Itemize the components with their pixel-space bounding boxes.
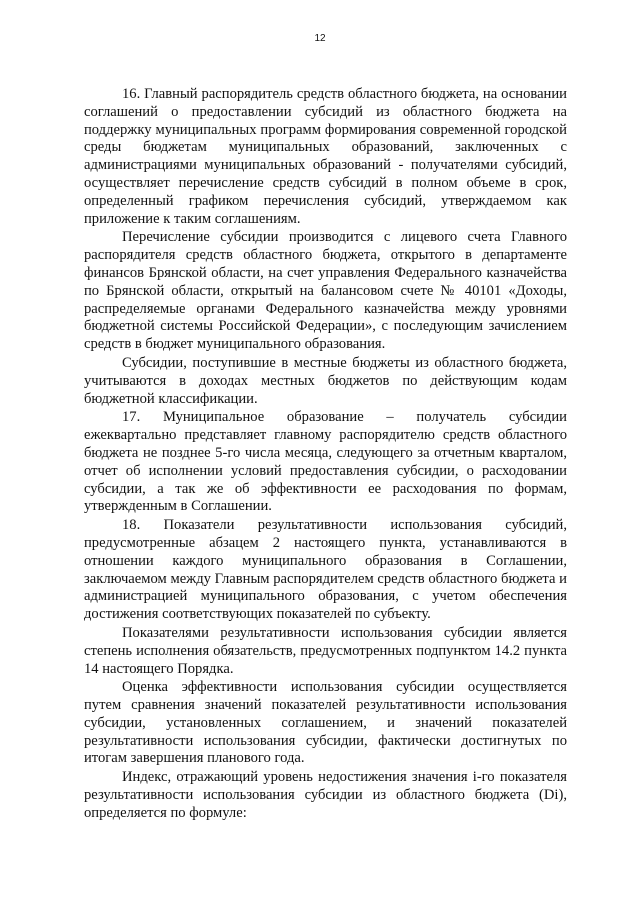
- paragraph-transfer: Перечисление субсидии производится с лицевого счета Главного распорядителя средств областного бюджета, открытого в департаменте финансов Брянской области, на счет управления Федерального казначейства по Брянской области, открытый на балансовом счете № 40101 «Доходы, распределяемые органами Федерального казначейства между уровнями бюджетной системы Российской Федерации», с последующим зачислением средств в бюджет муниципального образования.: [84, 229, 567, 353]
- paragraph-indicators: Показателями результативности использования субсидии является степень исполнения обязательств, предусмотренных подпунктом 14.2 пункта 14 настоящего Порядка.: [84, 624, 567, 677]
- paragraph-local-budgets: Субсидии, поступившие в местные бюджеты из областного бюджета, учитываются в доходах местных бюджетов по действующим кодам бюджетной классификации.: [84, 354, 567, 407]
- paragraph-index: Индекс, отражающий уровень недостижения значения i-го показателя результативности использования субсидии из областного бюджета (Di), определяется по формуле:: [84, 769, 567, 821]
- paragraph-16: 16. Главный распорядитель средств областного бюджета, на основании соглашений о предоставлении субсидий из областного бюджета на поддержку муниципальных программ формирования современной городской среды бюджетам муниципальных образований, заключенных с администрациями муниципальных образований - получателями субсидий, осуществляет перечисление средств субсидий в полном объеме в срок, определенный графиком перечисления субсидий, утверждаемом как приложение к таким соглашениям.: [84, 86, 567, 227]
- paragraph-18: 18. Показатели результативности использования субсидий, предусмотренные абзацем 2 настоящего пункта, устанавливаются в отношении каждого муниципального образования в Соглашении, заключаемом между Главным распорядителем средств областного бюджета и администрацией муниципального образования, с учетом обеспечения достижения соответствующих показателей по субъекту.: [84, 517, 567, 623]
- paragraph-17: 17. Муниципальное образование – получатель субсидии ежеквартально представляет главному распорядителю средств областного бюджета не позднее 5-го числа месяца, следующего за отчетным кварталом, отчет об исполнении условий предоставления субсидии, о расходовании субсидии, а так же об эффективности ее расходования по формам, утвержденным в Соглашении.: [84, 409, 567, 515]
- paragraph-evaluation: Оценка эффективности использования субсидии осуществляется путем сравнения значений показателей результативности использования субсидии, установленных соглашением, и значений показателей результативности использования субсидии, фактически достигнутых по итогам завершения планового года.: [84, 679, 567, 767]
- document-body: [84, 86, 567, 823]
- page-number: 12: [314, 33, 326, 44]
